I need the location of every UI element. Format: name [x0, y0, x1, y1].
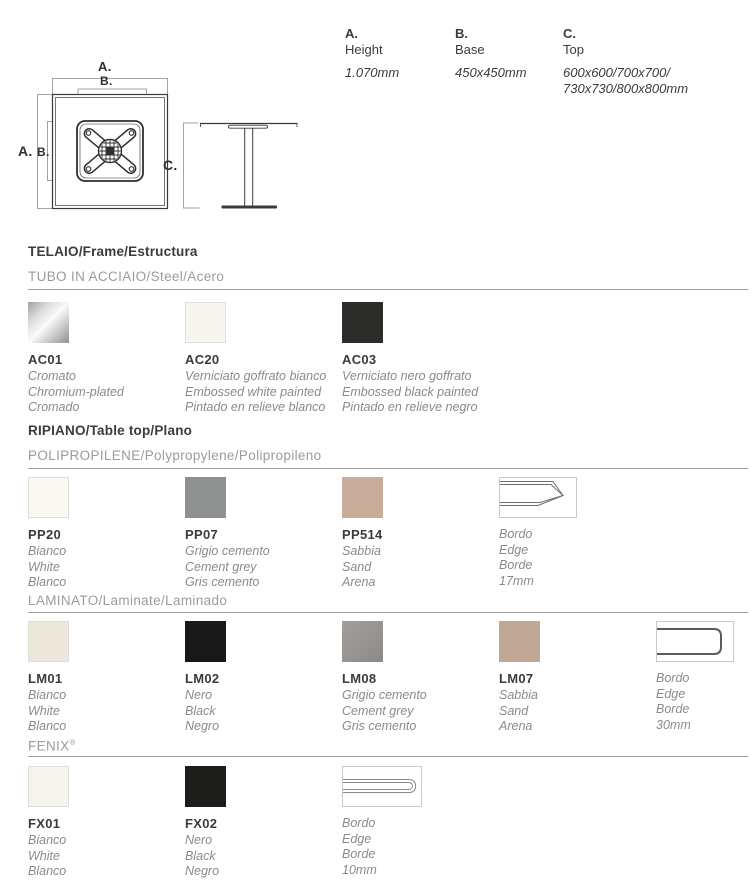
material-card-ac20 — [185, 302, 339, 416]
material-desc: Black — [185, 703, 216, 718]
spec-value: 450x450mm — [455, 65, 527, 80]
edge-size: 17mm — [499, 573, 534, 588]
edge-desc: Borde — [342, 847, 376, 861]
material-code: FX02 — [185, 816, 218, 831]
material-card-ac01 — [28, 302, 182, 416]
edge-profile-17mm — [499, 477, 577, 518]
fenix-label: FENIX — [28, 738, 70, 754]
material-desc: Negro — [185, 864, 220, 878]
material-card-lm07 — [499, 621, 653, 735]
material-desc: Chromium-plated — [28, 384, 124, 399]
swatch-ac20 — [185, 302, 226, 343]
edge-profile-10mm — [342, 766, 422, 807]
material-desc: Sabbia — [342, 544, 381, 558]
table-side-view-drawing — [184, 123, 298, 209]
section-title-frame: TELAIO/Frame/Estructura — [28, 244, 198, 259]
divider — [28, 289, 748, 290]
divider — [28, 756, 748, 757]
swatch-row-steel — [28, 302, 750, 412]
swatch-pp20 — [28, 477, 69, 518]
edge-desc: Bordo — [342, 816, 376, 830]
edge-size: 10mm — [342, 862, 377, 877]
dim-label-b-left: B. — [37, 145, 50, 159]
material-desc: Grigio cemento — [342, 688, 427, 702]
subsection-laminate: LAMINATO/Laminate/Laminado — [28, 593, 228, 608]
material-card-pp20 — [28, 477, 182, 591]
spec-name: Base — [455, 42, 485, 57]
section-title-tabletop: RIPIANO/Table top/Plano — [28, 423, 193, 438]
material-code: LM07 — [499, 671, 534, 686]
material-desc: Blanco — [28, 864, 67, 878]
spec-value-line: 600x600/700x700/ — [563, 65, 670, 80]
edge-desc: Bordo — [656, 671, 690, 685]
spec-base — [455, 26, 555, 81]
material-desc: Arena — [342, 575, 376, 589]
edge-desc: Edge — [342, 831, 372, 846]
material-desc: Gris cemento — [185, 575, 260, 589]
spec-height — [345, 26, 445, 81]
edge-size: 30mm — [656, 717, 691, 732]
material-desc: Black — [185, 848, 216, 863]
material-desc: Nero — [185, 833, 213, 847]
spec-value — [563, 65, 750, 97]
edge-card-17mm — [499, 477, 653, 589]
material-desc: Sand — [499, 703, 529, 718]
material-code: PP514 — [342, 527, 383, 542]
edge-card-30mm — [656, 621, 750, 733]
material-card-pp07 — [185, 477, 339, 591]
spec-top — [563, 26, 750, 97]
material-code: AC20 — [185, 352, 220, 367]
material-code: PP07 — [185, 527, 219, 542]
spec-letter: B. — [455, 26, 468, 41]
material-desc: Sand — [342, 559, 372, 574]
spec-letter: A. — [345, 26, 358, 41]
spec-name: Height — [345, 42, 383, 57]
material-code: PP20 — [28, 527, 62, 542]
edge-profile-icon — [657, 622, 733, 661]
material-desc: Blanco — [28, 719, 67, 733]
swatch-ac03 — [342, 302, 383, 343]
swatch-lm08 — [342, 621, 383, 662]
material-desc: Embossed white painted — [185, 384, 322, 399]
material-code: LM01 — [28, 671, 63, 686]
material-desc: Blanco — [28, 575, 67, 589]
material-code: AC03 — [342, 352, 377, 367]
material-desc: White — [28, 848, 60, 863]
material-desc: Negro — [185, 719, 220, 733]
edge-desc: Borde — [656, 702, 690, 716]
swatch-lm01 — [28, 621, 69, 662]
spec-value: 1.070mm — [345, 65, 400, 80]
swatch-pp514 — [342, 477, 383, 518]
material-desc: Grigio cemento — [185, 544, 270, 558]
subsection-polypropylene: POLIPROPILENE/Polypropylene/Polipropileno — [28, 448, 322, 463]
material-desc: Nero — [185, 688, 213, 702]
dim-label-b-top: B. — [100, 74, 113, 88]
swatch-fx02 — [185, 766, 226, 807]
swatch-fx01 — [28, 766, 69, 807]
dim-label-a-left: A. — [18, 143, 33, 159]
edge-profile-30mm — [656, 621, 734, 662]
material-desc: Arena — [499, 719, 533, 733]
material-desc: Bianco — [28, 688, 67, 702]
registered-mark: ® — [69, 738, 76, 747]
material-card-lm02 — [185, 621, 339, 735]
material-desc: Sabbia — [499, 688, 538, 702]
material-desc: Gris cemento — [342, 719, 417, 733]
material-code: LM02 — [185, 671, 220, 686]
swatch-ac01 — [28, 302, 69, 343]
material-code: AC01 — [28, 352, 63, 367]
material-code: FX01 — [28, 816, 61, 831]
dim-label-a-top: A. — [98, 59, 112, 74]
material-card-lm08 — [342, 621, 496, 735]
divider — [28, 468, 748, 469]
divider — [28, 612, 748, 613]
material-desc: Bianco — [28, 833, 67, 847]
material-desc: Cement grey — [185, 559, 257, 574]
material-desc: Pintado en relieve blanco — [185, 400, 326, 414]
spec-value-line: 730x730/800x800mm — [563, 81, 689, 96]
material-card-fx02 — [185, 766, 339, 880]
material-desc: Cromado — [28, 400, 80, 414]
table-technical-drawing — [15, 55, 310, 215]
edge-desc: Edge — [499, 542, 529, 557]
material-desc: White — [28, 703, 60, 718]
material-card-pp514 — [342, 477, 496, 591]
spec-name: Top — [563, 42, 584, 57]
material-desc: Cement grey — [342, 703, 414, 718]
swatch-row-polypropylene — [28, 477, 750, 587]
material-desc: Bianco — [28, 544, 67, 558]
spec-letter: C. — [563, 26, 576, 41]
material-desc: Cromato — [28, 369, 76, 383]
swatch-row-laminate — [28, 621, 750, 731]
material-desc: Verniciato nero goffrato — [342, 369, 472, 383]
edge-desc: Edge — [656, 686, 686, 701]
subsection-fenix — [28, 738, 76, 754]
swatch-pp07 — [185, 477, 226, 518]
edge-profile-icon — [500, 478, 576, 517]
table-top-view-drawing — [38, 79, 168, 209]
dim-label-c-side: C. — [163, 157, 178, 173]
subsection-steel: TUBO IN ACCIAIO/Steel/Acero — [28, 269, 225, 284]
edge-desc: Bordo — [499, 527, 533, 541]
swatch-lm07 — [499, 621, 540, 662]
swatch-row-fenix — [28, 766, 750, 876]
material-code: LM08 — [342, 671, 377, 686]
edge-card-10mm — [342, 766, 496, 878]
material-desc: Verniciato goffrato bianco — [185, 369, 327, 383]
material-card-fx01 — [28, 766, 182, 880]
material-card-ac03 — [342, 302, 496, 416]
edge-profile-icon — [343, 767, 421, 806]
material-desc: Pintado en relieve negro — [342, 400, 478, 414]
material-desc: Embossed black painted — [342, 384, 479, 399]
swatch-lm02 — [185, 621, 226, 662]
material-desc: White — [28, 559, 60, 574]
edge-desc: Borde — [499, 558, 533, 572]
material-card-lm01 — [28, 621, 182, 735]
